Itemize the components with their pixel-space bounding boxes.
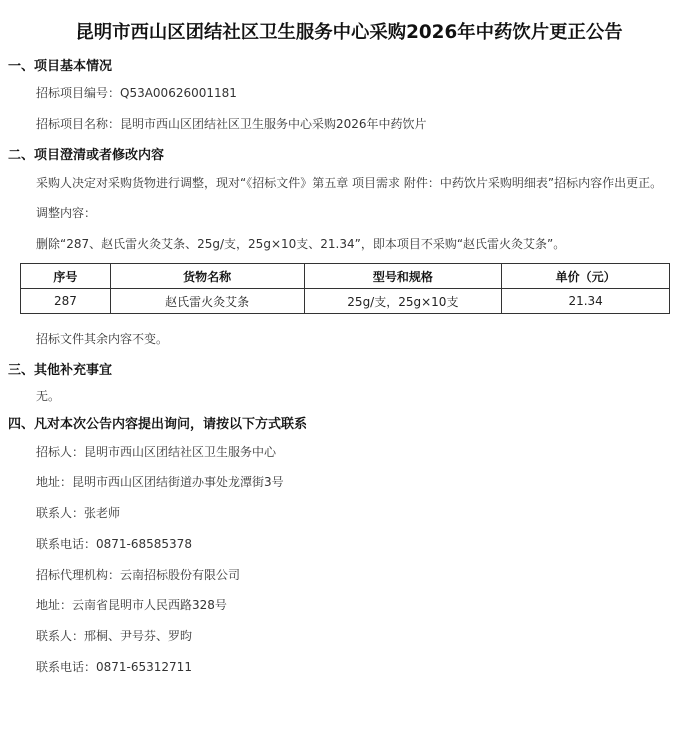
section-other-heading: 三、其他补充事宜 xyxy=(8,363,113,378)
header-index: 序号 xyxy=(21,264,111,289)
contact-tenderer-person: 联系人：张老师 xyxy=(36,506,121,520)
header-spec: 型号和规格 xyxy=(304,264,502,289)
adjustment-table xyxy=(20,263,670,314)
contact-tenderer-address: 地址：昆明市西山区团结街道办事处龙潭街3号 xyxy=(36,475,284,489)
contact-tenderer-phone: 联系电话：0871-68585378 xyxy=(36,537,192,551)
section-contact-heading: 四、凡对本次公告内容提出询问，请按以下方式联系 xyxy=(8,417,308,432)
cell-unit-price: 21.34 xyxy=(502,289,670,314)
contact-agency: 招标代理机构：云南招标股份有限公司 xyxy=(36,568,241,582)
adjust-label: 调整内容： xyxy=(36,206,97,220)
header-unit-price: 单价（元） xyxy=(502,264,670,289)
project-number: 招标项目编号：Q53A00626001181 xyxy=(36,86,237,100)
contact-agency-address: 地址：云南省昆明市人民西路328号 xyxy=(36,598,227,612)
cell-index: 287 xyxy=(21,289,111,314)
table-footer-note: 招标文件其余内容不变。 xyxy=(36,332,169,346)
table-header-row xyxy=(21,264,670,289)
delete-line: 删除“287、赵氏雷火灸艾条、25g/支，25g×10支、21.34”，即本项目不采购“赵氏雷火灸艾条”。 xyxy=(36,237,566,251)
contact-agency-person: 联系人：邢桐、尹号芬、罗昀 xyxy=(36,629,193,643)
contact-tenderer: 招标人：昆明市西山区团结社区卫生服务中心 xyxy=(36,445,277,459)
cell-spec: 25g/支，25g×10支 xyxy=(304,289,502,314)
clarification-intro: 采购人决定对采购货物进行调整，现对“《招标文件》第五章 项目需求 附件：中药饮片采购明细表”招标内容作出更正。 xyxy=(36,176,663,190)
table-row xyxy=(21,289,670,314)
section-clarification-heading: 二、项目澄清或者修改内容 xyxy=(8,148,165,163)
project-name: 招标项目名称：昆明市西山区团结社区卫生服务中心采购2026年中药饮片 xyxy=(36,117,427,131)
other-content: 无。 xyxy=(36,389,61,403)
section-basic-info-heading: 一、项目基本情况 xyxy=(8,59,113,74)
contact-agency-phone: 联系电话：0871-65312711 xyxy=(36,660,192,674)
cell-goods-name: 赵氏雷火灸艾条 xyxy=(110,289,304,314)
page-title: 昆明市西山区团结社区卫生服务中心采购2026年中药饮片更正公告 xyxy=(75,22,623,43)
header-goods-name: 货物名称 xyxy=(110,264,304,289)
